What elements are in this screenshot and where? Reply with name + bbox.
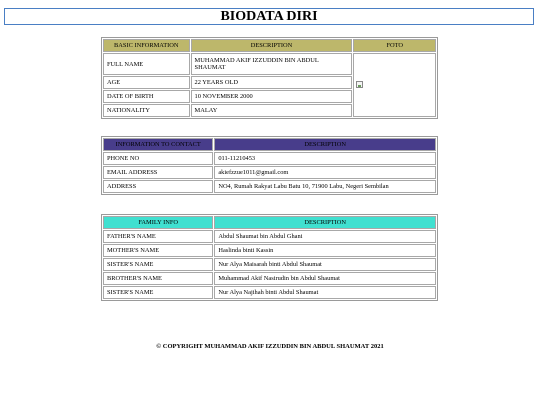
column-header: FAMILY INFO bbox=[103, 216, 213, 229]
row-label: DATE OF BIRTH bbox=[103, 90, 190, 103]
table-header-row bbox=[103, 216, 436, 229]
table-row bbox=[103, 258, 436, 271]
row-value: Nur Alya Najihah binti Abdul Shaumat bbox=[214, 286, 436, 299]
page-title: BIODATA DIRI bbox=[4, 8, 534, 25]
row-value: Muhammad Akif Nasirudin bin Abdul Shaumat bbox=[214, 272, 436, 285]
broken-image-icon bbox=[356, 81, 363, 88]
row-label: PHONE NO bbox=[103, 152, 213, 165]
basic-info-table bbox=[101, 37, 438, 119]
table-header-row bbox=[103, 39, 436, 52]
row-value: 10 NOVEMBER 2000 bbox=[191, 90, 353, 103]
row-label: SISTER'S NAME bbox=[103, 286, 213, 299]
row-value: 22 YEARS OLD bbox=[191, 76, 353, 89]
family-info-table bbox=[101, 214, 438, 301]
row-value: NO4, Rumah Rakyat Labu Batu 10, 71900 Labu, Negeri Sembilan bbox=[214, 180, 436, 193]
table-row bbox=[103, 180, 436, 193]
table-row bbox=[103, 53, 436, 75]
column-header: DESCRIPTION bbox=[214, 138, 436, 151]
table-row bbox=[103, 230, 436, 243]
contact-info-table bbox=[101, 136, 438, 195]
table-row bbox=[103, 166, 436, 179]
row-label: SISTER'S NAME bbox=[103, 258, 213, 271]
column-header: DESCRIPTION bbox=[191, 39, 353, 52]
table-row bbox=[103, 152, 436, 165]
row-value: MUHAMMAD AKIF IZZUDDIN BIN ABDUL SHAUMAT bbox=[191, 53, 353, 75]
column-header: INFORMATION TO CONTACT bbox=[103, 138, 213, 151]
table-row bbox=[103, 244, 436, 257]
row-label: BROTHER'S NAME bbox=[103, 272, 213, 285]
row-value: 011-11210453 bbox=[214, 152, 436, 165]
table-row bbox=[103, 286, 436, 299]
row-value: MALAY bbox=[191, 104, 353, 117]
column-header: DESCRIPTION bbox=[214, 216, 436, 229]
row-value: Haslinda binti Kassin bbox=[214, 244, 436, 257]
copyright-footer: © COPYRIGHT MUHAMMAD AKIF IZZUDDIN BIN ABDUL SHAUMAT 2021 bbox=[156, 343, 384, 350]
row-value: Abdul Shaumat bin Abdul Ghani bbox=[214, 230, 436, 243]
row-label: NATIONALITY bbox=[103, 104, 190, 117]
row-label: ADDRESS bbox=[103, 180, 213, 193]
row-label: FATHER'S NAME bbox=[103, 230, 213, 243]
column-header: FOTO bbox=[353, 39, 436, 52]
row-label: MOTHER'S NAME bbox=[103, 244, 213, 257]
photo-cell bbox=[353, 53, 436, 117]
table-row bbox=[103, 272, 436, 285]
row-label: FULL NAME bbox=[103, 53, 190, 75]
row-label: AGE bbox=[103, 76, 190, 89]
table-header-row bbox=[103, 138, 436, 151]
row-value: akiefzzue1011@gmail.com bbox=[214, 166, 436, 179]
row-label: EMAIL ADDRESS bbox=[103, 166, 213, 179]
column-header: BASIC INFORMATION bbox=[103, 39, 190, 52]
row-value: Nur Alya Maisarah binti Abdul Shaumat bbox=[214, 258, 436, 271]
